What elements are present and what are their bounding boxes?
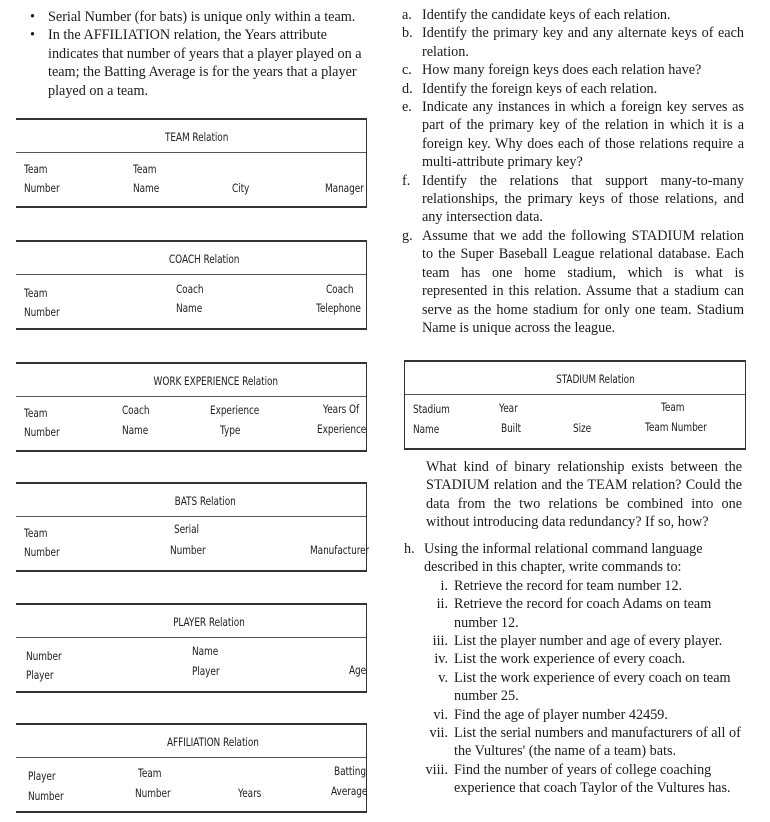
column-header: Coach [176,282,204,296]
question-h [404,540,744,798]
divider [16,152,366,153]
divider [405,394,745,395]
relation-title: PLAYER Relation [173,615,245,629]
column-header: Number [24,305,60,319]
column-header: Player [28,769,56,783]
question-f: f. Identify the relations that support many-to-many relationships, the primary keys of those relations, and any intersection data. [402,172,744,226]
subquestion-iii: iii. List the player number and age of every player. [432,633,723,650]
column-header: Team [661,400,685,414]
note-item: • Serial Number (for bats) is unique only within a team. [30,9,356,25]
note-item: • In the AFFILIATION relation, the Years attribute indicates that number of years that a player played on a team; the Batting Average is for the years that a player played on a team. [30,27,362,99]
column-header: Number [135,786,171,800]
divider [16,396,366,397]
column-header: Batting [334,764,367,778]
column-header: Coach [122,403,150,417]
column-header: Number [170,543,206,557]
column-header: Experience [210,403,260,417]
column-header: Age [349,663,367,677]
coach-relation [16,240,367,330]
notes-list [30,8,378,100]
question-e: e. Indicate any instances in which a foreign key serves as part of the primary key of the relation in which it is a foreign key. Why does each of those relations require a multi-attribute primary key? [402,99,744,171]
column-header: Size [573,421,592,435]
subquestion-iv: iv. List the work experience of every coach. [434,651,686,668]
relation-title: STADIUM Relation [556,372,635,386]
column-header: Number [24,425,60,439]
column-header: Number [26,649,62,663]
subquestion-v: v. List the work experience of every coach on team number 25. [438,669,731,705]
column-header: Type [220,423,241,437]
column-header: City [232,181,250,195]
column-header: Name [133,181,160,195]
divider [16,757,366,758]
column-header: Telephone [316,301,361,315]
column-header: Team Number [645,420,707,434]
column-header: Name [413,422,440,436]
subquestion-vii: vii. List the serial numbers and manufacturers of all of the Vultures' (the name of a team) bats. [429,725,741,760]
stadium-relation [404,360,746,450]
column-header: Average [331,784,368,798]
column-header: Year [499,401,518,415]
column-header: Coach [326,282,354,296]
column-header: Serial [174,522,199,536]
column-header: Team [24,162,48,176]
column-header: Team [24,286,48,300]
column-header: Name [176,301,203,315]
column-header: Team [138,766,162,780]
bullet-icon: • [30,9,35,25]
player-relation [16,603,367,693]
exercise-questions [402,6,744,337]
relation-title: COACH Relation [168,252,240,266]
relation-title: AFFILIATION Relation [166,735,259,749]
question-h-stem: h. Using the informal relational command language described in this chapter, write commands to: [404,541,703,576]
column-header: Number [24,181,60,195]
column-header: Manager [325,181,364,195]
column-header: Manufacturer [310,543,370,557]
question-a: a. Identify the candidate keys of each relation. [402,7,671,23]
question-c: c. How many foreign keys does each relation have? [402,62,702,79]
column-header: Number [24,545,60,559]
team-relation [16,118,367,208]
work-experience-relation [16,362,367,452]
column-header: Name [192,644,219,658]
relation-title: TEAM Relation [164,130,229,144]
subquestion-viii: viii. Find the number of years of college coaching experience that coach Taylor of the Vultures has. [425,761,731,797]
subquestion-ii: ii. Retrieve the record for coach Adams on team number 12. [436,596,712,631]
subquestion-i: i. Retrieve the record for team number 12. [440,577,683,594]
question-g-followup: What kind of binary relationship exists between the STADIUM relation and the TEAM relation? Could the data from the two relations be combined into one without introducing data redundancy? If so, how? [426,459,742,531]
subquestion-vi: vi. Find the age of player number 42459. [433,706,668,723]
column-header: Experience [317,422,367,436]
question-b: b. Identify the primary key and any alternate keys of each relation. [402,25,744,60]
question-g: g. Assume that we add the following STADIUM relation to the Super Baseball League relational database. Each team has one home stadium, which is what is represented in this relation. Assume that a stadium can serve as the home stadium for only one team. Stadium Name is unique across the league. [402,227,744,336]
column-header: Stadium [413,402,450,416]
divider [16,274,366,275]
column-header: Name [122,423,149,437]
column-header: Built [501,421,521,435]
column-header: Team [133,162,157,176]
column-header: Number [28,789,64,803]
relation-title: WORK EXPERIENCE Relation [153,374,279,388]
divider [16,637,366,638]
bullet-icon: • [30,27,35,44]
column-header: Player [26,668,54,682]
column-header: Years [238,786,262,800]
affiliation-relation [16,723,367,813]
bats-relation [16,482,370,572]
column-header: Player [192,664,220,678]
column-header: Years Of [323,402,360,416]
column-header: Team [24,526,48,540]
divider [16,516,366,517]
column-header: Team [24,406,48,420]
relation-title: BATS Relation [174,494,236,508]
question-d: d. Identify the foreign keys of each relation. [402,80,658,97]
